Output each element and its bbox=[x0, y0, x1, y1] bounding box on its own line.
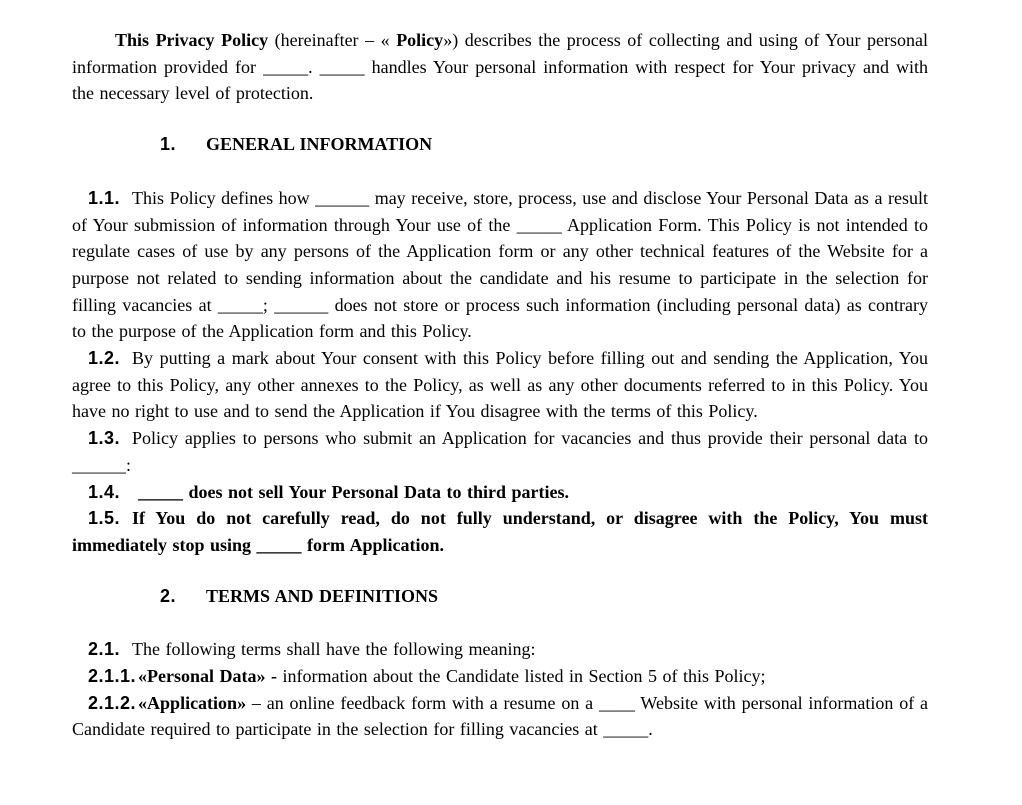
section-body-general-information bbox=[72, 185, 928, 559]
text-run: «Application» bbox=[138, 692, 247, 713]
section-title: GENERAL INFORMATION bbox=[206, 134, 433, 155]
text-run: If You do not carefully read, do not fully understand, or disagree with the Policy, You must immediately stop using _____ form Application. bbox=[72, 508, 928, 555]
text-run: (hereinafter – « bbox=[268, 30, 397, 50]
section-heading-general-information bbox=[160, 131, 928, 158]
paragraph-number: 1.5. bbox=[88, 508, 121, 529]
paragraph-number: 2.1.2. bbox=[88, 692, 137, 713]
paragraph-1-5 bbox=[72, 505, 928, 558]
paragraph-number: 1.4. bbox=[88, 481, 121, 502]
section-number: 1. bbox=[160, 134, 177, 155]
paragraph-number: 1.1. bbox=[88, 187, 121, 208]
section-heading-terms-and-definitions bbox=[160, 583, 928, 610]
paragraph-2-1-1 bbox=[72, 663, 928, 690]
paragraph-number: 1.2. bbox=[88, 348, 121, 369]
text-run: Policy bbox=[396, 30, 444, 50]
text-run: This Policy defines how ______ may receive, store, process, use and disclose Your Personal Data as a result of Your submission of information through Your use of the _____ Application Form. This Policy is not intended to regulate cases of use by any persons of the Application form or any other technical features of the Website for a purpose not related to sending information about the candidate and his resume to participate in the selection for filling vacancies at _____; ______ does not store or process such information (including personal data) as contrary to the purpose of the Application form and this Policy. bbox=[72, 187, 928, 342]
paragraph-1-2 bbox=[72, 345, 928, 425]
text-run: _____ does not sell Your Personal Data to third parties. bbox=[138, 481, 570, 502]
paragraph-2-1 bbox=[72, 636, 928, 663]
paragraph-1-3 bbox=[72, 425, 928, 478]
section-number: 2. bbox=[160, 585, 177, 606]
paragraph-number: 1.3. bbox=[88, 428, 121, 449]
text-run: This Privacy Policy bbox=[115, 30, 269, 50]
paragraph-number: 2.1.1. bbox=[88, 666, 137, 687]
section-body-terms-and-definitions bbox=[72, 636, 928, 743]
paragraph-1-4 bbox=[72, 479, 928, 506]
text-run: Policy applies to persons who submit an Application for vacancies and thus provide their personal data to ______: bbox=[72, 428, 928, 475]
text-run: information about the Candidate listed in Section 5 of this Policy; bbox=[277, 666, 766, 687]
text-run: ») describes the process of collecting and using of Your personal information provided for _____. _____ handles Your personal information with respect for Your privacy and with the necessary level of protection. bbox=[72, 30, 929, 104]
intro-paragraph bbox=[72, 27, 928, 107]
text-run: – an online feedback form with a resume on a ____ Website with personal information of a Candidate required to participate in the selection for filling vacancies at _____. bbox=[72, 692, 928, 740]
text-run: By putting a mark about Your consent with this Policy before filling out and sending the Application, You agree to this Policy, any other annexes to the Policy, as well as any other documents referred to in this Policy. You have no right to use and to send the Application if You disagree with the terms of this Policy. bbox=[72, 348, 928, 422]
paragraph-1-1 bbox=[72, 185, 928, 345]
text-run: The following terms shall have the following meaning: bbox=[132, 639, 536, 660]
paragraph-number: 2.1. bbox=[88, 639, 121, 660]
text-run: «Personal Data» - bbox=[138, 666, 278, 687]
paragraph-2-1-2 bbox=[72, 690, 928, 743]
section-title: TERMS AND DEFINITIONS bbox=[206, 585, 439, 606]
